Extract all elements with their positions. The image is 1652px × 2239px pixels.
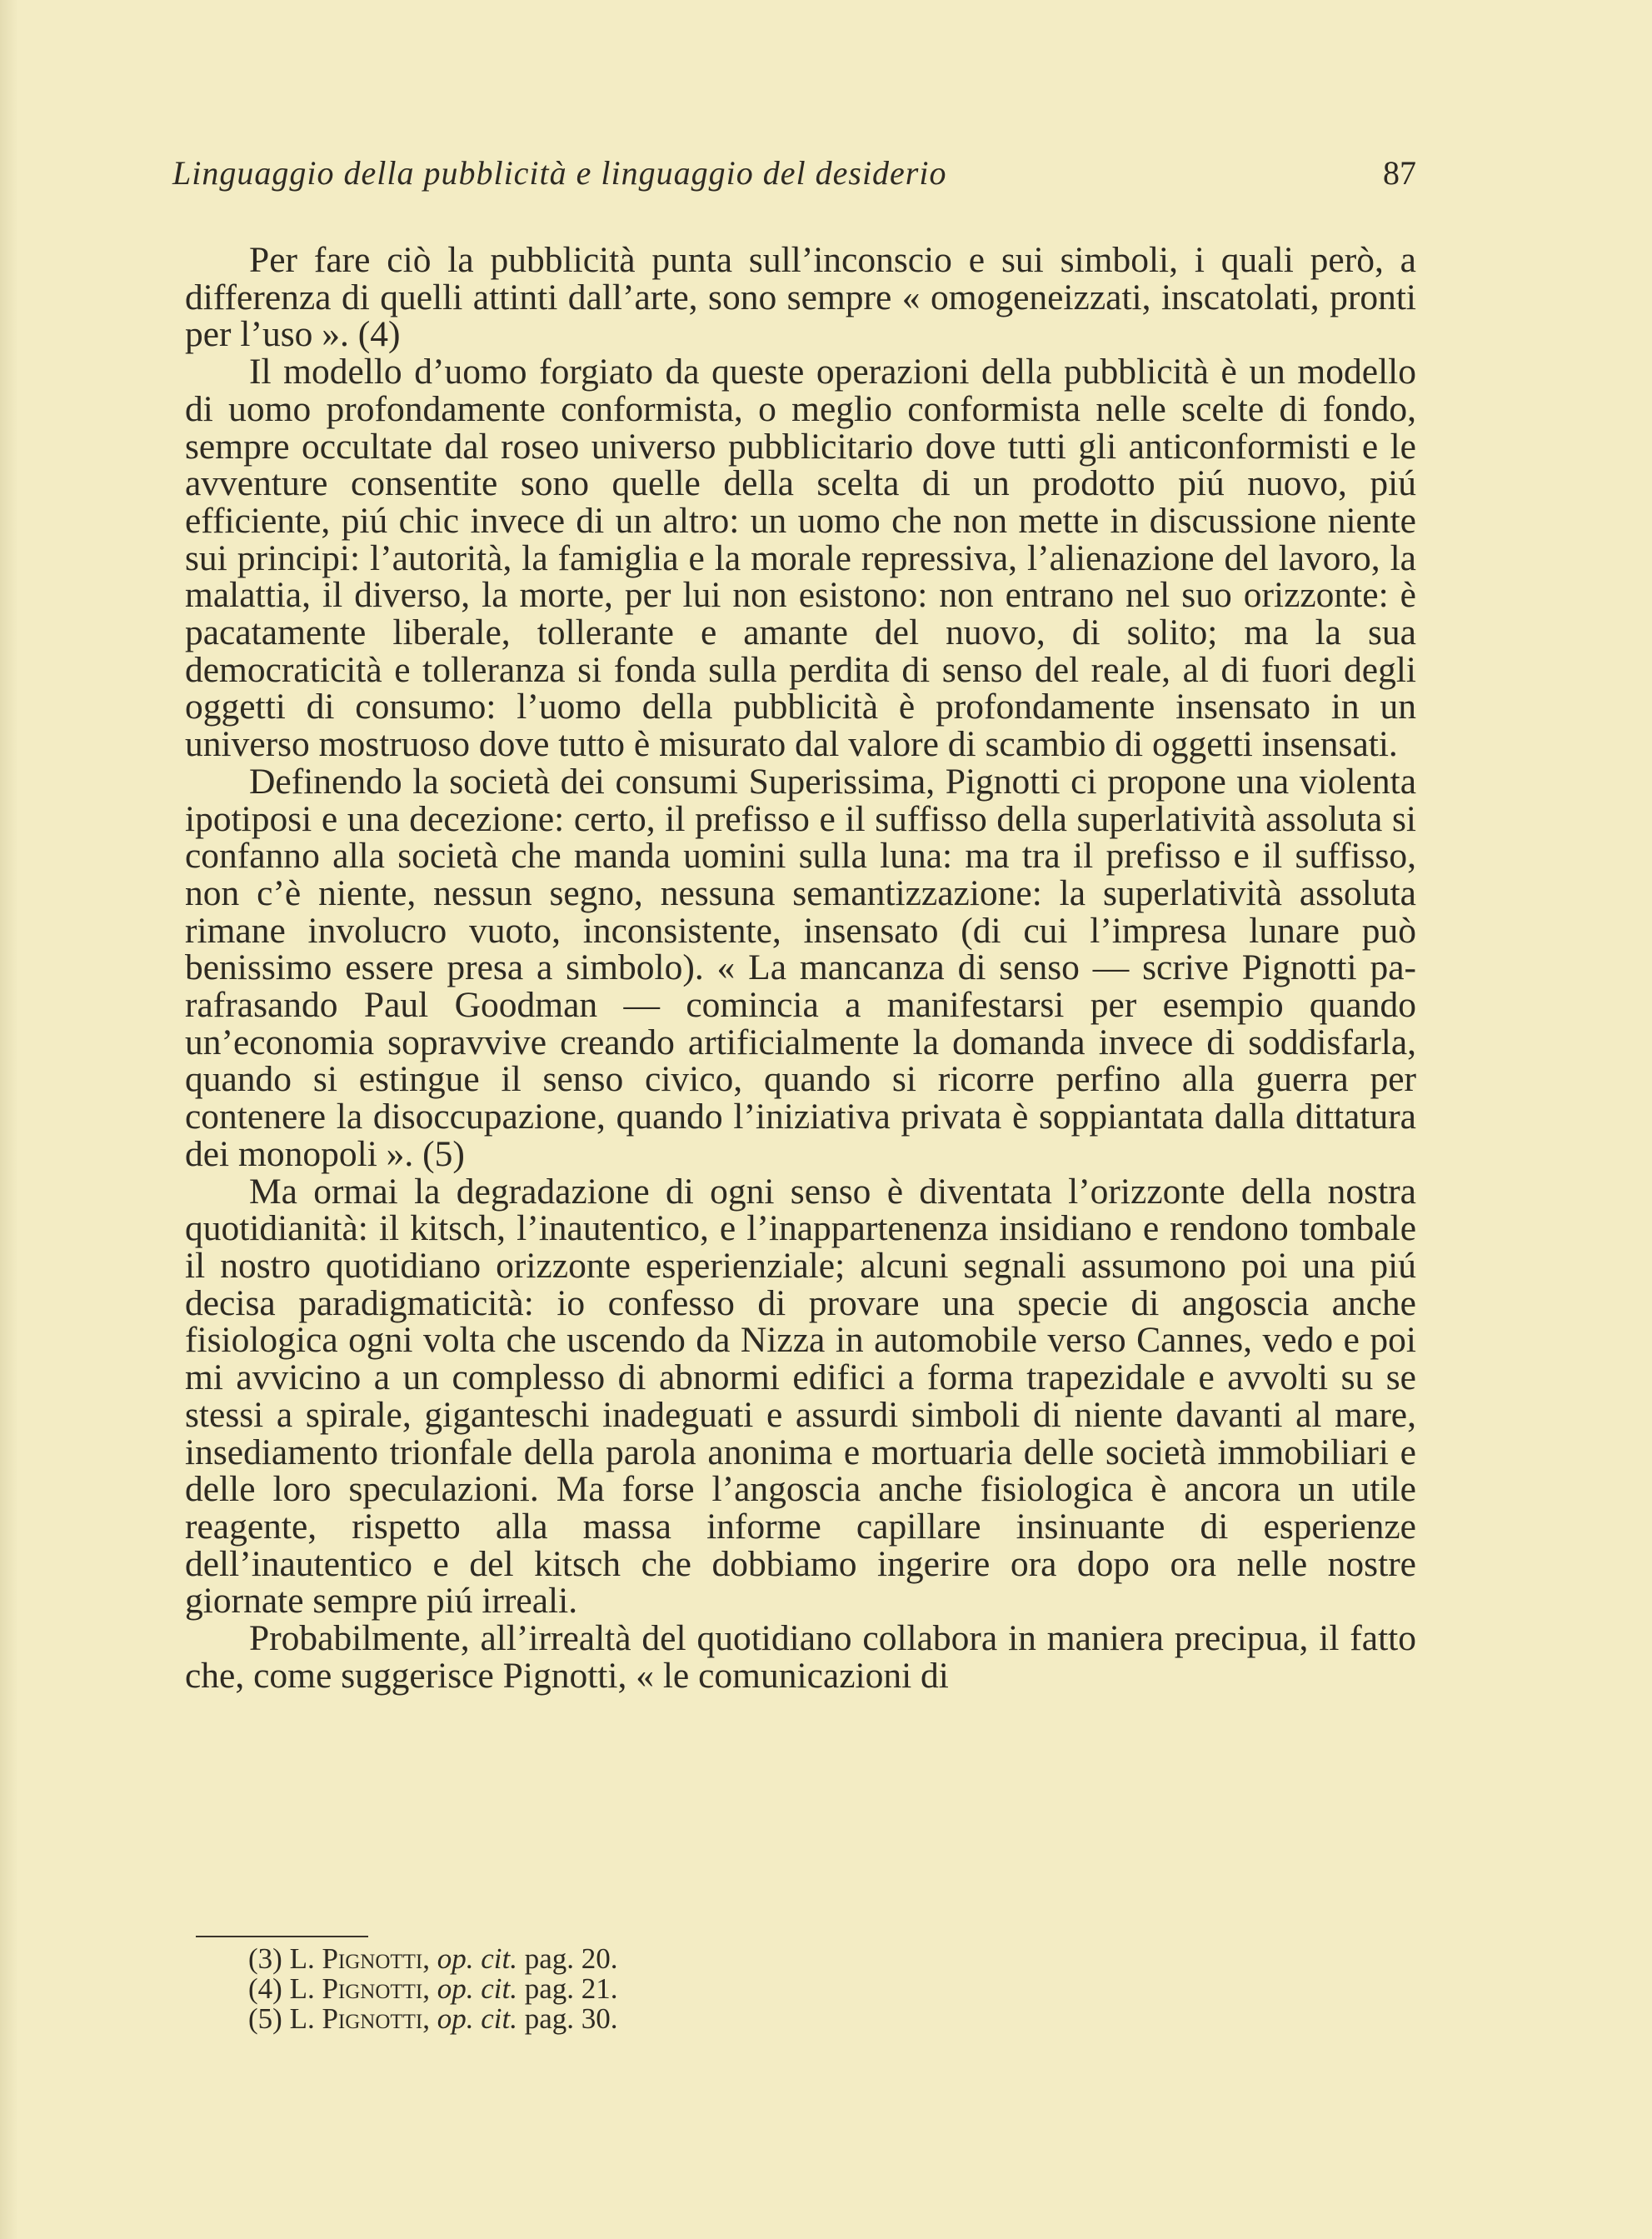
running-title: Linguaggio della pubblicità e linguaggio del desiderio [172, 154, 947, 192]
footnote-divider [196, 1936, 368, 1937]
page-edge-shadow [0, 0, 18, 2239]
footnotes [248, 1944, 998, 2034]
footnote-number: (3) [248, 1942, 282, 1975]
footnote-author: L. Pignotti, [289, 1942, 431, 1975]
footnote-work: op. cit. [437, 1942, 517, 1975]
paragraph: Per fare ciò la pubblicità punta sull’inconscio e sui simboli, i quali però, a differenza di quelli attinti dall’arte, sono sempre « omogeneizzati, inscatolati, pronti per l’uso ». (4) [185, 240, 1416, 355]
footnote [248, 1944, 998, 1974]
footnote-work: op. cit. [437, 2002, 517, 2035]
footnote [248, 2004, 998, 2034]
footnote-work: op. cit. [437, 1972, 517, 2005]
footnote-author: L. Pignotti, [289, 2002, 431, 2035]
footnote-number: (4) [248, 1972, 282, 2005]
paragraph: Definendo la società dei consumi Superissima, Pignotti ci propone una violenta ipotiposi e una decezione: certo, il prefisso e il suffisso della superlatività assoluta si confanno alla società che manda uomini sulla luna: ma tra il prefisso e il suffisso, non c’è niente, nessun segno, nessuna semantizzazione: la superlatività assoluta rimane involucro vuoto, inconsistente, insensato (di cui l’impresa lunare può benissimo essere presa a simbolo). « La mancanza di senso — scrive Pignotti parafrasando Paul Goodman — comincia a manifestarsi per esempio quando un’economia sopravvive creando artificialmente la domanda invece di soddisfarla, quando si estingue il senso civico, quando si ricorre perfino alla guerra per contenere la disoccupazione, quando l’iniziativa privata è soppiantata dalla dittatura dei monopoli ». (5) [185, 761, 1416, 1174]
footnote-page: pag. 21. [524, 1972, 618, 2005]
page-number: 87 [1383, 154, 1416, 192]
footnote-page: pag. 20. [524, 1942, 618, 1975]
paragraph: Il modello d’uomo forgiato da queste operazioni della pubblicità è un modello di uomo profondamente conformista, o meglio conformista nelle scelte di fondo, sempre occultate dal roseo universo pubblicitario dove tutti gli anticonformisti e le avventure consentite sono quelle della scelta di un prodotto piú nuovo, piú efficiente, piú chic invece di un altro: un uomo che non mette in discussione niente sui principi: l’autorità, la famiglia e la morale repressiva, l’alienazione del lavoro, la malattia, il diverso, la morte, per lui non esistono: non entrano nel suo orizzonte: è pacatamente liberale, tollerante e amante del nuovo, di solito; ma la sua democraticità e tolleranza si fonda sulla perdita di senso del reale, al di fuori degli oggetti di consumo: l’uomo della pubblicità è profondamente insensato in un universo mostruoso dove tutto è misurato dal valore di scambio di oggetti insensati. [185, 352, 1416, 765]
paragraph: Probabilmente, all’irrealtà del quotidiano collabora in maniera precipua, il fatto che, come suggerisce Pignotti, « le comunicazioni di [185, 1618, 1416, 1696]
paragraph: Ma ormai la degradazione di ogni senso è diventata l’orizzonte della nostra quotidianità: il kitsch, l’inautentico, e l’inappartenenza insidiano e rendono tombale il nostro quotidiano orizzonte esperienziale; alcuni segnali assumono poi una piú decisa paradigmaticità: io confesso di provare una specie di angoscia anche fisiologica ogni volta che uscendo da Nizza in automobile verso Cannes, vedo e poi mi avvicino a un complesso di abnormi edifici a forma trapezidale e avvolti su se stessi a spirale, giganteschi inadeguati e assurdi simboli di niente davanti al mare, insediamento trionfale della parola anonima e mortuaria delle società immobiliari e delle loro speculazioni. Ma forse l’angoscia anche fisiologica è ancora un utile reagente, rispetto alla massa informe capillare insinuante di esperienze dell’inautentico e del kitsch che dobbiamo ingerire ora dopo ora nelle nostre giornate sempre piú irreali. [185, 1171, 1416, 1622]
footnote-number: (5) [248, 2002, 282, 2035]
footnote-author: L. Pignotti, [289, 1972, 431, 2005]
running-head [172, 148, 1416, 198]
footnote [248, 1974, 998, 2004]
body-text [185, 242, 1416, 1694]
footnote-page: pag. 30. [524, 2002, 618, 2035]
